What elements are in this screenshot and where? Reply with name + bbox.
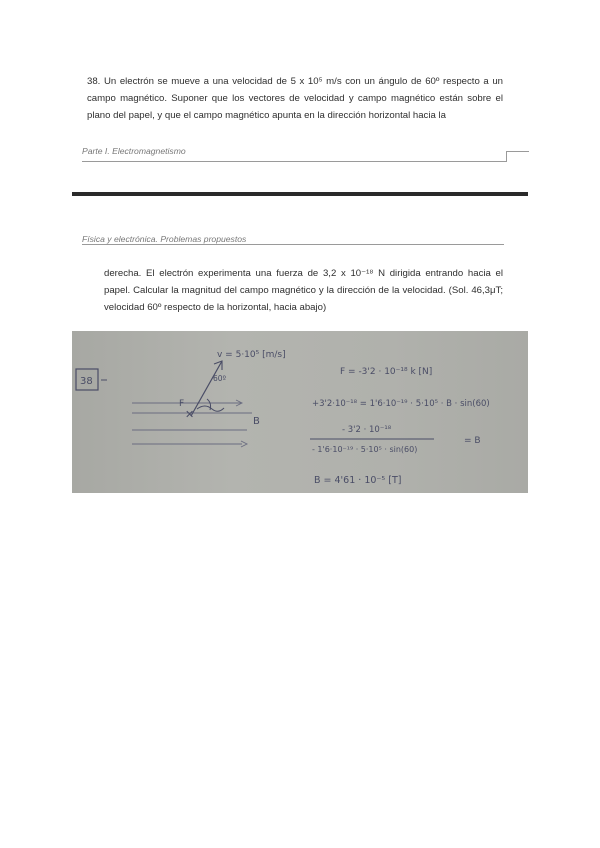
velocity-label: v = 5·10⁵ [m/s] [217,350,286,360]
fraction-denominator: - 1'6·10⁻¹⁹ · 5·10⁵ · sin(60) [312,445,418,454]
result-equation: B = 4'61 · 10⁻⁵ [T] [314,475,402,486]
book-header-rule [82,244,504,245]
part-header-corner [506,151,529,162]
angle-arc [207,399,211,410]
problem-text: Un electrón se mueve a una velocidad de 5 x 10⁵ m/s con un ángulo de 60º respecto a un campo magnético. Suponer que los vectores de velocidad y campo magnético están sobre el plano del papel, y que el campo magnético apunta en la dirección horizontal hacia la [87,76,503,121]
book-header: Física y electrónica. Problemas propuestos [82,234,247,244]
handwritten-solution-drawing [72,331,528,493]
page-break-bar [72,192,528,196]
field-label: B [253,416,260,427]
velocity-vector [191,361,222,416]
magnitude-equation: +3'2·10⁻¹⁸ = 1'6·10⁻¹⁹ · 5·10⁵ · B · sin(60) [312,399,490,409]
charge-label: F [179,399,185,409]
angle-label: 60º [213,374,227,383]
problem-label: 38 [80,376,93,387]
handwritten-solution-photo [72,331,528,493]
problem-number: 38. [87,76,101,87]
part-header-rule [82,161,506,162]
force-equation: F = -3'2 · 10⁻¹⁸ k [N] [340,367,433,377]
fraction-numerator: - 3'2 · 10⁻¹⁸ [342,425,392,435]
equals-b: = B [464,436,481,446]
problem-continuation: derecha. El electrón experimenta una fuerza de 3,2 x 10⁻¹⁸ N dirigida entrando hacia el papel. Calcular la magnitud del campo magnético y la dirección de la velocidad. (Sol. 46,3μT; velocidad 60º respecto de la horizontal, hacia abajo) [104,268,503,313]
force-into-page-icon: ✕ [185,408,195,421]
problem-statement [87,73,503,124]
part-header: Parte I. Electromagnetismo [82,146,186,156]
